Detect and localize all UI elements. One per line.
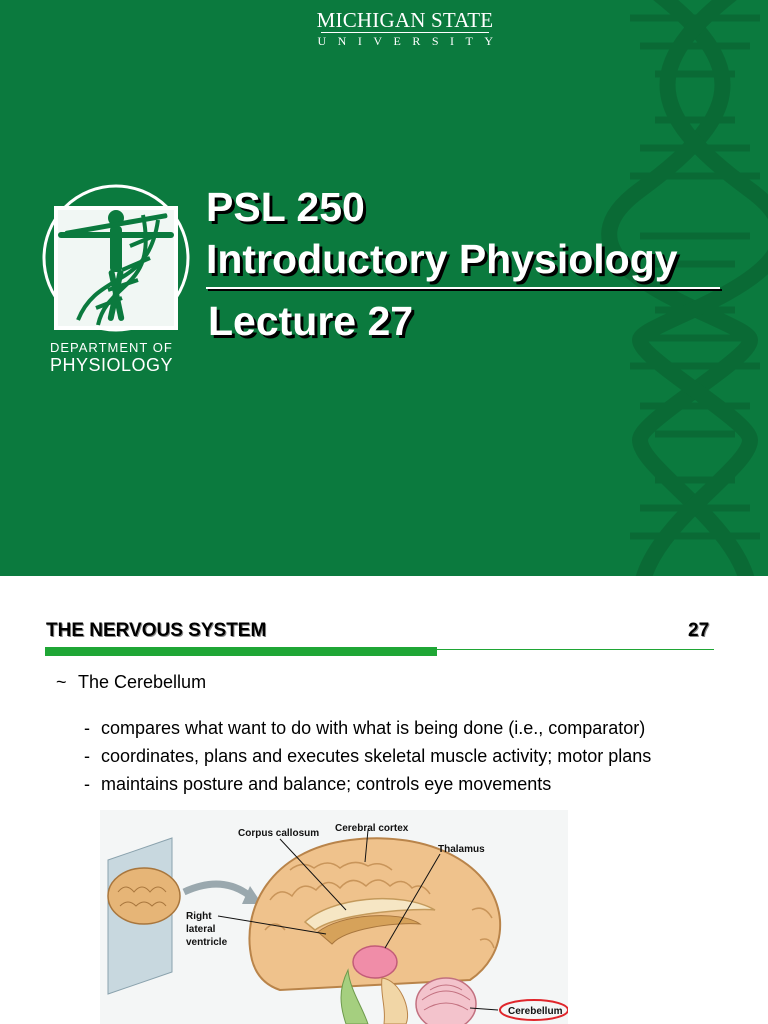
label-cerebellum: Cerebellum (508, 1006, 563, 1017)
content-slide (0, 576, 768, 1024)
slide-heading: THE NERVOUS SYSTEM (46, 620, 267, 641)
heading-rule (437, 649, 714, 650)
bullet-text: compares what want to do with what is being done (i.e., comparator) (101, 718, 646, 738)
msu-wordmark (290, 8, 520, 48)
list-item (84, 770, 651, 798)
msu-wordmark-bottom: UNIVERSITY (317, 34, 505, 48)
slide-number: 27 (688, 620, 710, 641)
label-thalamus: Thalamus (438, 844, 485, 855)
msu-wordmark-top: MICHIGAN STATE (316, 8, 494, 32)
department-label-line2: PHYSIOLOGY (50, 355, 174, 375)
topic-line (56, 672, 206, 693)
bullet-marker: - (84, 746, 90, 766)
label-ventricle-line2: lateral (186, 924, 216, 935)
bullet-text: maintains posture and balance; controls eye movements (101, 774, 552, 794)
thalamus (353, 946, 397, 978)
label-ventricle-line3: ventricle (186, 937, 228, 948)
lecture-number: Lecture 27 (208, 298, 414, 344)
label-ventricle-line1: Right (186, 911, 212, 922)
label-cerebral-cortex: Cerebral cortex (335, 823, 409, 834)
bullet-marker: - (84, 718, 90, 738)
course-name: Introductory Physiology (206, 236, 678, 282)
list-item (84, 714, 651, 742)
small-brain-icon (108, 868, 180, 924)
topic-text: The Cerebellum (78, 672, 207, 692)
title-divider (206, 287, 720, 289)
label-corpus-callosum: Corpus callosum (238, 828, 320, 839)
heading-accent-bar (45, 647, 437, 656)
topic-marker: ~ (56, 672, 67, 692)
course-code: PSL 250 (206, 184, 365, 230)
bullet-marker: - (84, 774, 90, 794)
bullet-list (84, 714, 651, 798)
msu-wordmark-rule (321, 32, 489, 33)
list-item (84, 742, 651, 770)
department-label-line1: DEPARTMENT OF (50, 340, 173, 355)
bullet-text: coordinates, plans and executes skeletal muscle activity; motor plans (101, 746, 652, 766)
brain-sagittal-diagram (100, 810, 568, 1024)
